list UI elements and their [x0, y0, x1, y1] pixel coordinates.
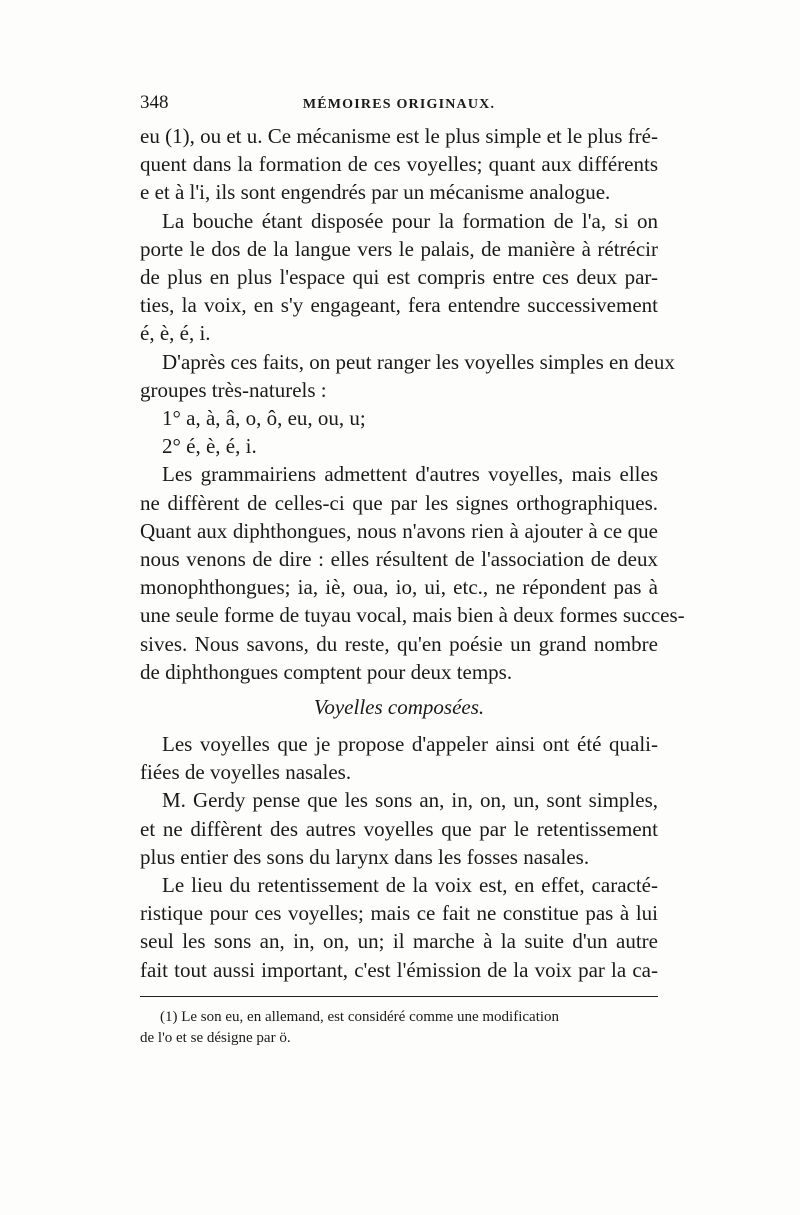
footnote-line: (1) Le son eu, en allemand, est considéré comme une modification [160, 1008, 560, 1025]
text-line: ne diffèrent de celles-ci que par les signes orthographiques. [140, 490, 658, 515]
text-line: ristique pour ces voyelles; mais ce fait ne constitue pas à lui [140, 901, 658, 926]
text-line: eu (1), ou et u. Ce mécanisme est le plus simple et le plus fré- [140, 124, 658, 148]
text-line: nous venons de dire : elles résultent de l'association de deux [140, 547, 658, 572]
section-heading: Voyelles composées. [313, 695, 485, 720]
text-line: e et à l'i, ils sont engendrés par un mécanisme analogue. [140, 180, 611, 205]
text-line: de diphthongues comptent pour deux temps. [140, 659, 513, 684]
text-line: groupes très-naturels : [140, 377, 327, 402]
book-page [140, 92, 685, 1049]
text-line: quent dans la formation de ces voyelles; quant aux différents [140, 152, 658, 177]
text-line: et ne diffèrent des autres voyelles que par le retentissement [140, 816, 658, 841]
text-line: de plus en plus l'espace qui est compris entre ces deux par- [140, 265, 658, 290]
page-number: 348 [140, 92, 169, 113]
text-line: Le lieu du retentissement de la voix est, en effet, caracté- [162, 873, 658, 898]
list-item: 2° é, è, é, i. [162, 434, 257, 459]
text-line: Quant aux diphthongues, nous n'avons rien à ajouter à ce que [140, 518, 658, 543]
text-line: M. Gerdy pense que les sons an, in, on, un, sont simples, [162, 788, 658, 813]
text-line: monophthongues; ia, iè, oua, io, ui, etc., ne répondent pas à [140, 575, 658, 600]
footnote [140, 1007, 658, 1049]
text-line: plus entier des sons du larynx dans les fosses nasales. [140, 844, 590, 869]
text-line: porte le dos de la langue vers le palais, de manière à rétrécir [140, 236, 658, 261]
text-line: é, è, é, i. [140, 321, 211, 346]
text-line: fiées de voyelles nasales. [140, 760, 352, 785]
text-line: Les voyelles que je propose d'appeler ainsi ont été quali- [162, 732, 658, 757]
text-line: fait tout aussi important, c'est l'émission de la voix par la ca- [140, 957, 658, 982]
footnote-divider [140, 996, 658, 997]
footnote-line: de l'o et se désigne par ö. [140, 1029, 291, 1046]
page-header [140, 92, 658, 122]
text-line: sives. Nous savons, du reste, qu'en poésie un grand nombre [140, 631, 658, 656]
text-line: une seule forme de tuyau vocal, mais bien à deux formes succes- [140, 603, 685, 628]
text-line: La bouche étant disposée pour la formation de l'a, si on [162, 208, 658, 233]
running-title: MÉMOIRES ORIGINAUX. [302, 97, 496, 112]
text-line: D'après ces faits, on peut ranger les voyelles simples en deux [162, 349, 675, 374]
text-line: seul les sons an, in, on, un; il marche à la suite d'un autre [140, 929, 658, 954]
text-line: Les grammairiens admettent d'autres voyelles, mais elles [162, 462, 658, 487]
main-text [140, 122, 685, 984]
text-line: ties, la voix, en s'y engageant, fera entendre successivement [140, 293, 658, 318]
list-item: 1° a, à, â, o, ô, eu, ou, u; [162, 406, 366, 431]
